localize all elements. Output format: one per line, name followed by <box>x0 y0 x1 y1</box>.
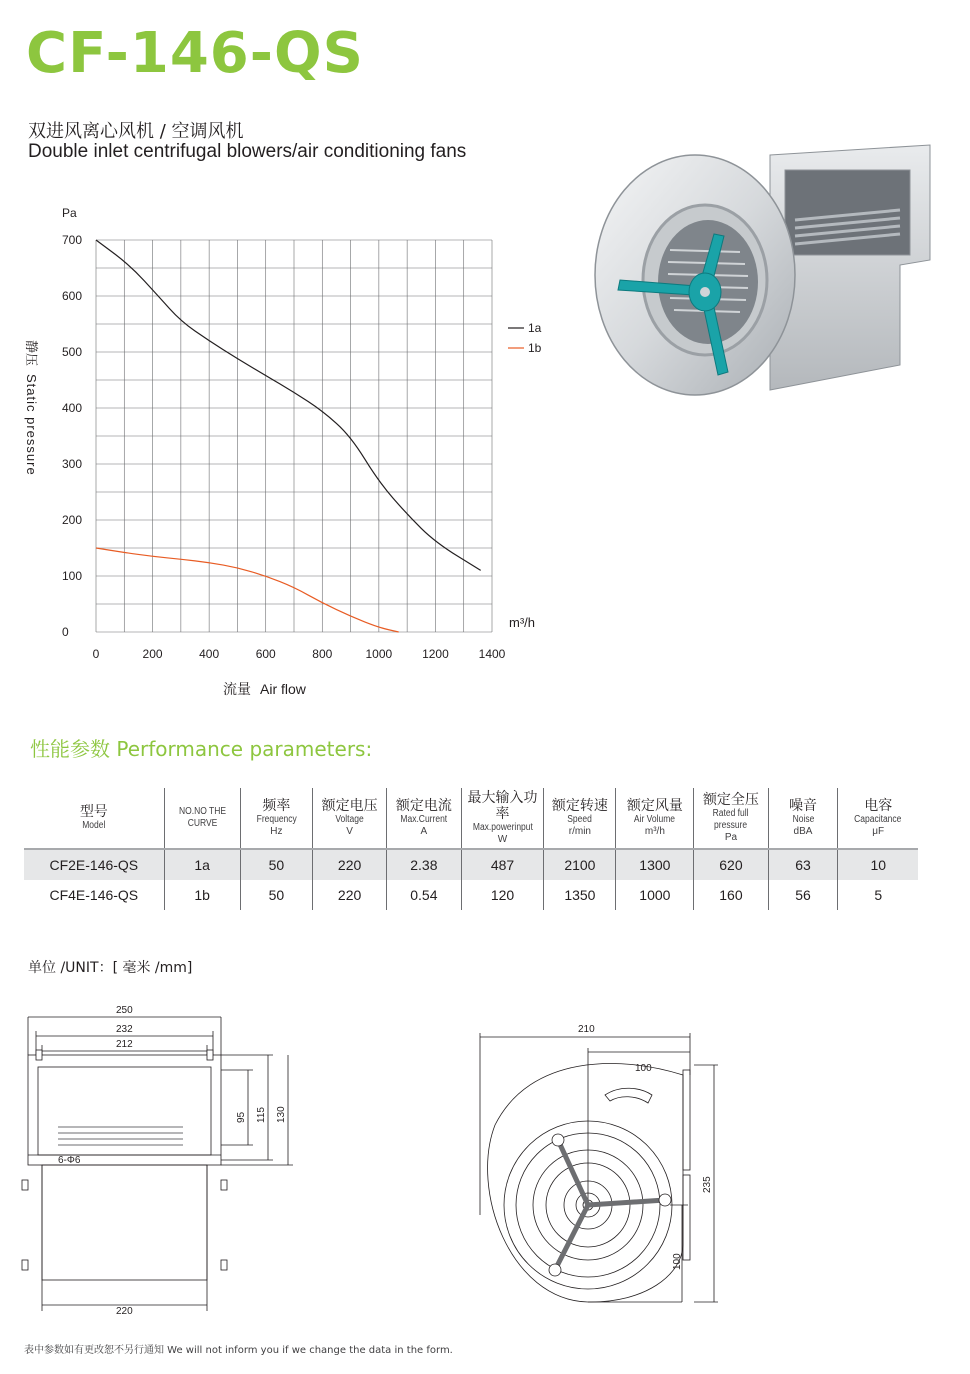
column-header-en: Frequency <box>256 814 297 825</box>
y-tick-label: 200 <box>62 513 83 527</box>
front-view-drawing <box>470 1015 740 1310</box>
column-header-en: NO.NO THE CURVE <box>178 806 226 829</box>
column-header <box>461 788 544 849</box>
dim-height-2: 115 <box>256 1107 267 1123</box>
column-header-en: Capacitance <box>854 814 902 825</box>
table-cell: 1300 <box>616 849 694 880</box>
column-header-unit: μF <box>872 826 885 837</box>
column-header <box>616 788 694 849</box>
table-cell: 56 <box>768 880 838 910</box>
curve-1b <box>96 548 399 632</box>
side-view-drawing <box>18 995 318 1320</box>
x-tick-label: 1400 <box>478 647 506 661</box>
table-cell: 1a <box>164 849 240 880</box>
performance-table <box>24 788 918 910</box>
table-cell: CF4E-146-QS <box>49 887 139 903</box>
column-header-en: Max.powerinput <box>472 822 533 833</box>
x-axis-ticks <box>93 647 506 661</box>
table-cell: 1350 <box>544 880 616 910</box>
table-body <box>24 849 918 910</box>
y-tick-label: 700 <box>62 233 83 247</box>
table-header-row <box>24 788 918 849</box>
column-header-en: Air Volume <box>634 814 676 825</box>
column-header-unit: r/min <box>568 826 591 837</box>
column-header-unit: Hz <box>270 826 283 837</box>
column-header <box>544 788 616 849</box>
column-header <box>694 788 768 849</box>
table-cell: 0.54 <box>387 880 462 910</box>
table-cell: 50 <box>240 880 312 910</box>
dim-height-1: 95 <box>236 1111 247 1123</box>
y-tick-label: 0 <box>62 625 69 639</box>
column-header-unit: dBA <box>793 826 813 837</box>
dim-lower: 100 <box>672 1253 683 1270</box>
y-tick-label: 100 <box>62 569 83 583</box>
column-header <box>838 788 918 849</box>
column-header <box>313 788 387 849</box>
y-tick-label: 600 <box>62 289 83 303</box>
x-tick-label: 600 <box>255 647 276 661</box>
column-header-unit: Pa <box>724 832 738 843</box>
x-axis-unit: m³/h <box>509 615 535 630</box>
column-header-cn: 频率 <box>262 798 291 814</box>
column-header-cn: 最大输入功率 <box>467 790 538 822</box>
column-header-unit: A <box>420 826 428 837</box>
dim-top-1: 250 <box>116 1005 133 1016</box>
column-header-cn: 噪音 <box>789 798 817 814</box>
y-axis-unit: Pa <box>62 206 77 220</box>
column-header-cn: 额定全压 <box>702 792 759 808</box>
y-axis-label-en: Static pressure <box>24 374 39 476</box>
chart-legend <box>508 321 542 355</box>
table-cell: 1000 <box>616 880 694 910</box>
product-image <box>590 140 945 415</box>
column-header <box>240 788 312 849</box>
column-header-cn: 额定电压 <box>321 798 378 814</box>
unit-label: 单位 /UNIT：[ 毫米 /mm] <box>28 960 193 976</box>
y-axis-label-cn: 静压 <box>24 340 39 367</box>
y-tick-label: 300 <box>62 457 83 471</box>
dim-width: 210 <box>578 1024 595 1035</box>
subtitle-chinese: 双进风离心风机 / 空调风机 <box>28 121 244 142</box>
dim-height-3: 130 <box>276 1106 287 1123</box>
column-header-en: Max.Current <box>400 814 448 825</box>
disclaimer-text: 表中参数如有更改恕不另行通知 We will not inform you if we change the data in the form. <box>24 1345 453 1356</box>
y-axis-ticks <box>62 233 82 639</box>
x-tick-label: 0 <box>92 647 100 661</box>
table-row <box>24 849 918 880</box>
x-tick-label: 1000 <box>365 647 393 661</box>
x-tick-label: 400 <box>199 647 220 661</box>
column-header <box>768 788 838 849</box>
table-cell: 2.38 <box>387 849 462 880</box>
column-header-cn: 额定风量 <box>626 798 683 814</box>
table-cell: 50 <box>240 849 312 880</box>
table-cell: CF2E-146-QS <box>24 849 164 880</box>
table-cell: 5 <box>838 880 918 910</box>
y-tick-label: 400 <box>62 401 83 415</box>
table-cell: 160 <box>694 880 768 910</box>
column-header-en: Voltage <box>335 814 364 825</box>
column-header-en: Noise <box>792 814 814 825</box>
legend-label-1b: 1b <box>528 341 542 355</box>
column-header-cn: 型号 <box>79 804 108 820</box>
column-header-en: Rated full pressure <box>712 808 749 831</box>
column-header-cn: 电容 <box>864 798 893 814</box>
dim-bottom: 220 <box>116 1306 133 1317</box>
dim-top-3: 212 <box>116 1039 133 1050</box>
chart-grid <box>96 240 492 632</box>
legend-label-1a: 1a <box>528 321 542 335</box>
table-cell: 120 <box>461 880 544 910</box>
column-header-unit: V <box>346 826 353 837</box>
table-cell: 620 <box>694 849 768 880</box>
dim-half: 100 <box>635 1063 652 1074</box>
table-cell: 220 <box>313 880 387 910</box>
table-cell: 10 <box>838 849 918 880</box>
table-cell: 487 <box>461 849 544 880</box>
column-header-en: Speed <box>567 814 593 825</box>
y-axis-label <box>24 340 39 476</box>
curve-1a <box>96 240 481 570</box>
x-tick-label: 1200 <box>422 647 449 661</box>
table-cell: 63 <box>768 849 838 880</box>
performance-curve-chart <box>0 190 560 710</box>
x-tick-label: 200 <box>142 647 163 661</box>
page-title: CF-146-QS <box>26 21 364 86</box>
dim-height: 235 <box>702 1176 713 1193</box>
table-cell: 1b <box>164 880 240 910</box>
column-header-unit: m³/h <box>644 826 665 837</box>
dim-top-2: 232 <box>116 1024 133 1035</box>
dim-holes: 6-Φ6 <box>58 1155 81 1166</box>
column-header-unit: W <box>497 834 508 845</box>
column-header-cn: 额定电流 <box>395 798 452 814</box>
y-tick-label: 500 <box>62 345 83 359</box>
column-header <box>164 788 240 849</box>
x-axis-label-en: Air flow <box>260 681 306 697</box>
column-header-en: Model <box>82 820 106 831</box>
subtitle-english: Double inlet centrifugal blowers/air conditioning fans <box>28 141 467 162</box>
table-row <box>24 880 918 910</box>
table-cell: 2100 <box>544 849 616 880</box>
column-header-cn: 额定转速 <box>551 798 608 814</box>
performance-title: 性能参数 Performance parameters: <box>30 737 373 761</box>
column-header <box>24 788 164 849</box>
x-axis-label-cn: 流量 <box>223 681 251 697</box>
column-header <box>387 788 462 849</box>
table-cell: 220 <box>313 849 387 880</box>
x-tick-label: 800 <box>312 647 333 661</box>
